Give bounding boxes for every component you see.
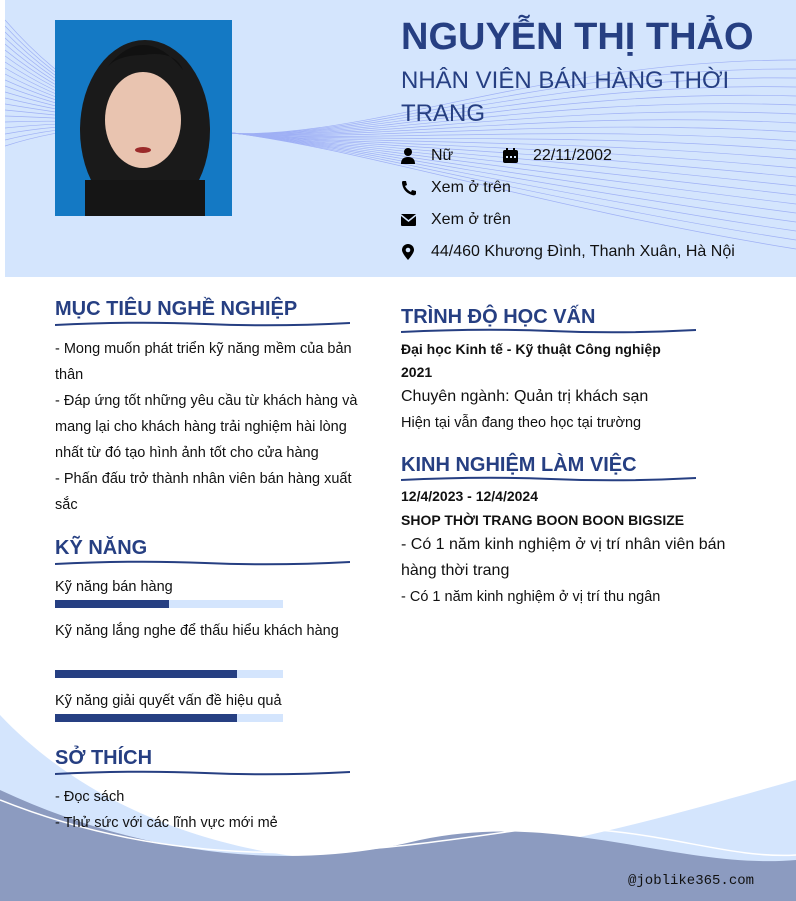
objective-line: - Phấn đấu trở thành nhân viên bán hàng xuất sắc bbox=[55, 471, 352, 513]
email: Xem ở trên bbox=[431, 211, 511, 228]
hobby-item: - Đọc sách bbox=[55, 789, 125, 805]
skill-bar bbox=[55, 714, 283, 722]
gender: Nữ bbox=[431, 147, 454, 164]
envelope-icon bbox=[401, 212, 417, 228]
skills-heading: KỸ NĂNG bbox=[55, 537, 148, 559]
profile-photo bbox=[55, 20, 232, 216]
hobby-item: - Thử sức với các lĩnh vực mới mẻ bbox=[55, 815, 278, 831]
objective-heading: MỤC TIÊU NGHỀ NGHIỆP bbox=[55, 298, 298, 320]
experience-period: 12/4/2023 - 12/4/2024 bbox=[401, 488, 539, 504]
address-row bbox=[401, 243, 735, 261]
phone-icon bbox=[401, 180, 417, 196]
education-major: Chuyên ngành: Quản trị khách sạn bbox=[401, 388, 649, 405]
heading-underline bbox=[401, 476, 696, 482]
job-title: NHÂN VIÊN BÁN HÀNG THỜI TRANG bbox=[401, 67, 730, 127]
birthdate-row bbox=[503, 147, 612, 165]
hobbies-heading: SỞ THÍCH bbox=[55, 747, 153, 769]
skill-label: Kỹ năng lắng nghe để thấu hiểu khách hàng bbox=[55, 623, 339, 639]
footer-handle: @joblike365.com bbox=[628, 873, 755, 889]
calendar-icon bbox=[503, 148, 519, 164]
heading-underline bbox=[55, 770, 350, 776]
objective-line: - Đáp ứng tốt những yêu cầu từ khách hàng và mang lại cho khách hàng trải nghiệm hài lòng nhất từ đó tạo hình ảnh tốt cho cửa hàng bbox=[55, 393, 358, 461]
company-name: SHOP THỜI TRANG BOON BOON BIGSIZE bbox=[401, 512, 685, 528]
experience-line: - Có 1 năm kinh nghiệm ở vị trí thu ngân bbox=[401, 589, 661, 605]
education-status: Hiện tại vẫn đang theo học tại trường bbox=[401, 415, 642, 431]
candidate-name: NGUYỄN THỊ THẢO bbox=[401, 16, 754, 58]
map-pin-icon bbox=[401, 244, 417, 260]
heading-underline bbox=[401, 328, 696, 334]
education-year: 2021 bbox=[401, 364, 433, 380]
heading-underline bbox=[55, 560, 350, 566]
email-row bbox=[401, 211, 511, 229]
heading-underline bbox=[55, 321, 350, 327]
school-name: Đại học Kinh tế - Kỹ thuật Công nghiệp bbox=[401, 341, 661, 357]
skill-label: Kỹ năng giải quyết vấn đề hiệu quả bbox=[55, 693, 282, 709]
skill-bar bbox=[55, 600, 283, 608]
skill-bar bbox=[55, 670, 283, 678]
user-icon bbox=[401, 148, 417, 164]
hobbies-list bbox=[55, 784, 278, 836]
gender-row bbox=[401, 147, 453, 165]
objective-line: - Mong muốn phát triển kỹ năng mềm của bản thân bbox=[55, 341, 352, 383]
birthdate: 22/11/2002 bbox=[533, 147, 612, 164]
experience-line: - Có 1 năm kinh nghiệm ở vị trí nhân viên bán hàng thời trang bbox=[401, 536, 726, 579]
phone: Xem ở trên bbox=[431, 179, 511, 196]
skill-label: Kỹ năng bán hàng bbox=[55, 579, 173, 595]
skill-bar-fill bbox=[55, 600, 169, 608]
skill-bar-fill bbox=[55, 670, 237, 678]
experience-heading: KINH NGHIỆM LÀM VIỆC bbox=[401, 454, 637, 476]
phone-row bbox=[401, 179, 511, 197]
address: 44/460 Khương Đình, Thanh Xuân, Hà Nội bbox=[431, 243, 735, 260]
objective-text bbox=[55, 336, 365, 518]
education-heading: TRÌNH ĐỘ HỌC VẤN bbox=[401, 306, 596, 328]
skill-bar-fill bbox=[55, 714, 237, 722]
